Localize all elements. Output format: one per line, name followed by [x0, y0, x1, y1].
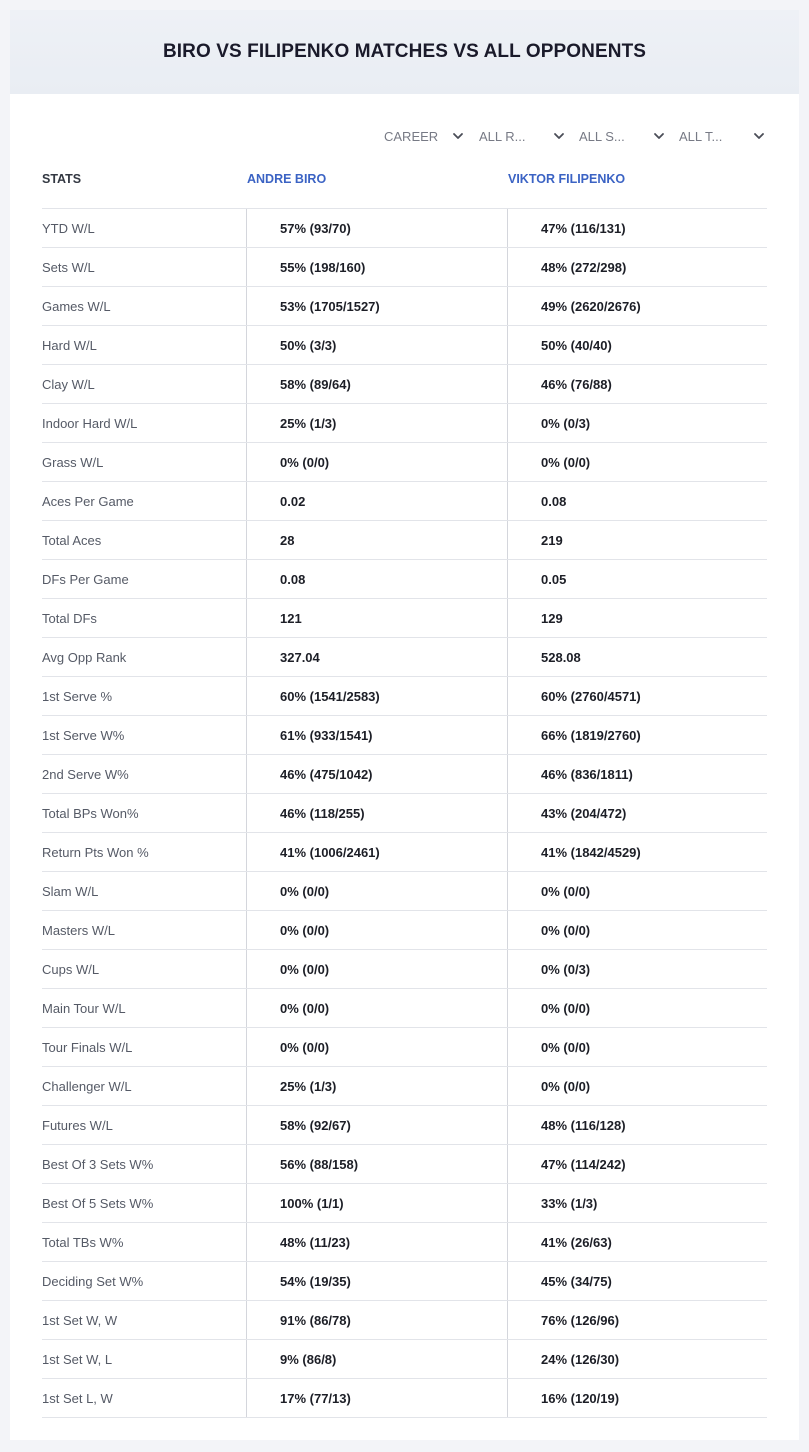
card-header [10, 10, 799, 94]
stats-column-header: STATS [42, 172, 82, 186]
stat-label: Masters W/L [42, 922, 115, 938]
stats-card [10, 10, 799, 1440]
player2-value: 48% (272/298) [507, 248, 767, 286]
player1-value: 25% (1/3) [246, 1067, 507, 1105]
table-row [42, 404, 767, 443]
stat-label: Slam W/L [42, 883, 99, 899]
player2-value: 33% (1/3) [507, 1184, 767, 1222]
stat-label: Total TBs W% [42, 1234, 124, 1250]
stat-label: Total DFs [42, 610, 97, 626]
stat-label: Challenger W/L [42, 1078, 132, 1094]
player1-value: 121 [246, 599, 507, 637]
table-row [42, 1301, 767, 1340]
table-row [42, 794, 767, 833]
chevron-down-icon [653, 130, 665, 142]
player2-value: 41% (1842/4529) [507, 833, 767, 871]
player2-value: 24% (126/30) [507, 1340, 767, 1378]
player1-value: 0.02 [246, 482, 507, 520]
player1-value: 41% (1006/2461) [246, 833, 507, 871]
filter-label: CAREER [384, 128, 439, 144]
player2-value: 48% (116/128) [507, 1106, 767, 1144]
player1-value: 46% (475/1042) [246, 755, 507, 793]
stat-label: Total Aces [42, 532, 102, 548]
player2-value: 528.08 [507, 638, 767, 676]
table-row [42, 287, 767, 326]
player1-value: 57% (93/70) [246, 209, 507, 247]
table-row [42, 1184, 767, 1223]
player2-value: 0.05 [507, 560, 767, 598]
filter-round-select[interactable] [479, 126, 565, 146]
stat-label: YTD W/L [42, 220, 95, 236]
player2-value: 0% (0/0) [507, 443, 767, 481]
player1-value: 25% (1/3) [246, 404, 507, 442]
player2-value: 0% (0/0) [507, 911, 767, 949]
stat-label: Games W/L [42, 298, 111, 314]
player2-value: 16% (120/19) [507, 1379, 767, 1417]
player2-value: 50% (40/40) [507, 326, 767, 364]
player2-value: 0% (0/0) [507, 1028, 767, 1066]
player1-value: 56% (88/158) [246, 1145, 507, 1183]
player1-value: 50% (3/3) [246, 326, 507, 364]
player2-value: 43% (204/472) [507, 794, 767, 832]
table-row [42, 443, 767, 482]
table-row [42, 716, 767, 755]
stat-label: 1st Set W, W [42, 1312, 118, 1328]
player1-value: 0% (0/0) [246, 989, 507, 1027]
stat-label: Clay W/L [42, 376, 95, 392]
player2-value: 49% (2620/2676) [507, 287, 767, 325]
table-row [42, 1028, 767, 1067]
filter-label: ALL S... [579, 128, 625, 144]
table-row [42, 209, 767, 248]
player2-value: 60% (2760/4571) [507, 677, 767, 715]
player1-value: 0% (0/0) [246, 1028, 507, 1066]
stat-label: Return Pts Won % [42, 844, 149, 860]
player1-value: 0% (0/0) [246, 950, 507, 988]
table-row [42, 482, 767, 521]
table-row [42, 755, 767, 794]
table-row [42, 1145, 767, 1184]
player2-value: 46% (76/88) [507, 365, 767, 403]
player1-value: 100% (1/1) [246, 1184, 507, 1222]
player2-value: 0% (0/3) [507, 950, 767, 988]
stat-label: Avg Opp Rank [42, 649, 127, 665]
filter-label: ALL T... [679, 128, 723, 144]
player2-value: 219 [507, 521, 767, 559]
stat-label: 1st Serve W% [42, 727, 125, 743]
table-row [42, 1067, 767, 1106]
filter-bar [10, 126, 799, 146]
chevron-down-icon [452, 130, 464, 142]
table-row [42, 1340, 767, 1379]
player1-value: 58% (89/64) [246, 365, 507, 403]
table-row [42, 872, 767, 911]
stat-label: Deciding Set W% [42, 1273, 144, 1289]
page-title: BIRO VS FILIPENKO MATCHES VS ALL OPPONENTS [162, 41, 647, 62]
stats-table [42, 208, 767, 1418]
stat-label: Grass W/L [42, 454, 104, 470]
table-row [42, 326, 767, 365]
table-row [42, 1379, 767, 1418]
stat-label: Futures W/L [42, 1117, 113, 1133]
stat-label: DFs Per Game [42, 571, 129, 587]
player1-value: 46% (118/255) [246, 794, 507, 832]
table-row [42, 1223, 767, 1262]
table-row [42, 560, 767, 599]
table-row [42, 1106, 767, 1145]
table-row [42, 599, 767, 638]
stat-label: 1st Set W, L [42, 1351, 113, 1367]
player2-value: 0% (0/0) [507, 1067, 767, 1105]
table-row [42, 1262, 767, 1301]
player1-value: 91% (86/78) [246, 1301, 507, 1339]
stat-label: Main Tour W/L [42, 1000, 126, 1016]
table-row [42, 911, 767, 950]
table-row [42, 248, 767, 287]
player1-value: 55% (198/160) [246, 248, 507, 286]
player1-value: 28 [246, 521, 507, 559]
player1-value: 48% (11/23) [246, 1223, 507, 1261]
table-row [42, 989, 767, 1028]
player2-value: 41% (26/63) [507, 1223, 767, 1261]
player1-value: 53% (1705/1527) [246, 287, 507, 325]
filter-career-select[interactable] [384, 126, 464, 146]
filter-label: ALL R... [479, 128, 526, 144]
player2-value: 129 [507, 599, 767, 637]
table-row [42, 950, 767, 989]
player2-value: 0.08 [507, 482, 767, 520]
player1-value: 54% (19/35) [246, 1262, 507, 1300]
player2-value: 76% (126/96) [507, 1301, 767, 1339]
player2-value: 0% (0/3) [507, 404, 767, 442]
player1-value: 17% (77/13) [246, 1379, 507, 1417]
stat-label: Aces Per Game [42, 493, 134, 509]
player2-value: 0% (0/0) [507, 989, 767, 1027]
stat-label: Best Of 3 Sets W% [42, 1156, 154, 1172]
player1-value: 0% (0/0) [246, 443, 507, 481]
player1-value: 327.04 [246, 638, 507, 676]
player1-value: 58% (92/67) [246, 1106, 507, 1144]
stat-label: 1st Serve % [42, 688, 113, 704]
stat-label: Best Of 5 Sets W% [42, 1195, 154, 1211]
player2-value: 66% (1819/2760) [507, 716, 767, 754]
filter-tournament-select[interactable] [679, 126, 765, 146]
table-row [42, 833, 767, 872]
player2-value: 46% (836/1811) [507, 755, 767, 793]
chevron-down-icon [753, 130, 765, 142]
stat-label: Total BPs Won% [42, 805, 139, 821]
player1-value: 61% (933/1541) [246, 716, 507, 754]
player1-value: 60% (1541/2583) [246, 677, 507, 715]
table-row [42, 521, 767, 560]
table-row [42, 365, 767, 404]
player2-value: 45% (34/75) [507, 1262, 767, 1300]
stat-label: Indoor Hard W/L [42, 415, 138, 431]
player1-value: 0% (0/0) [246, 872, 507, 910]
stat-label: 1st Set L, W [42, 1390, 113, 1406]
stat-label: Sets W/L [42, 259, 95, 275]
stat-label: Hard W/L [42, 337, 97, 353]
player1-value: 0.08 [246, 560, 507, 598]
player1-value: 0% (0/0) [246, 911, 507, 949]
filter-surface-select[interactable] [579, 126, 665, 146]
table-row [42, 638, 767, 677]
stat-label: 2nd Serve W% [42, 766, 129, 782]
player1-value: 9% (86/8) [246, 1340, 507, 1378]
player2-value: 47% (116/131) [507, 209, 767, 247]
player2-value: 47% (114/242) [507, 1145, 767, 1183]
player2-link[interactable]: VIKTOR FILIPENKO [508, 172, 626, 186]
table-row [42, 677, 767, 716]
stat-label: Tour Finals W/L [42, 1039, 133, 1055]
chevron-down-icon [553, 130, 565, 142]
player2-value: 0% (0/0) [507, 872, 767, 910]
player1-link[interactable]: ANDRE BIRO [247, 172, 327, 186]
stat-label: Cups W/L [42, 961, 100, 977]
